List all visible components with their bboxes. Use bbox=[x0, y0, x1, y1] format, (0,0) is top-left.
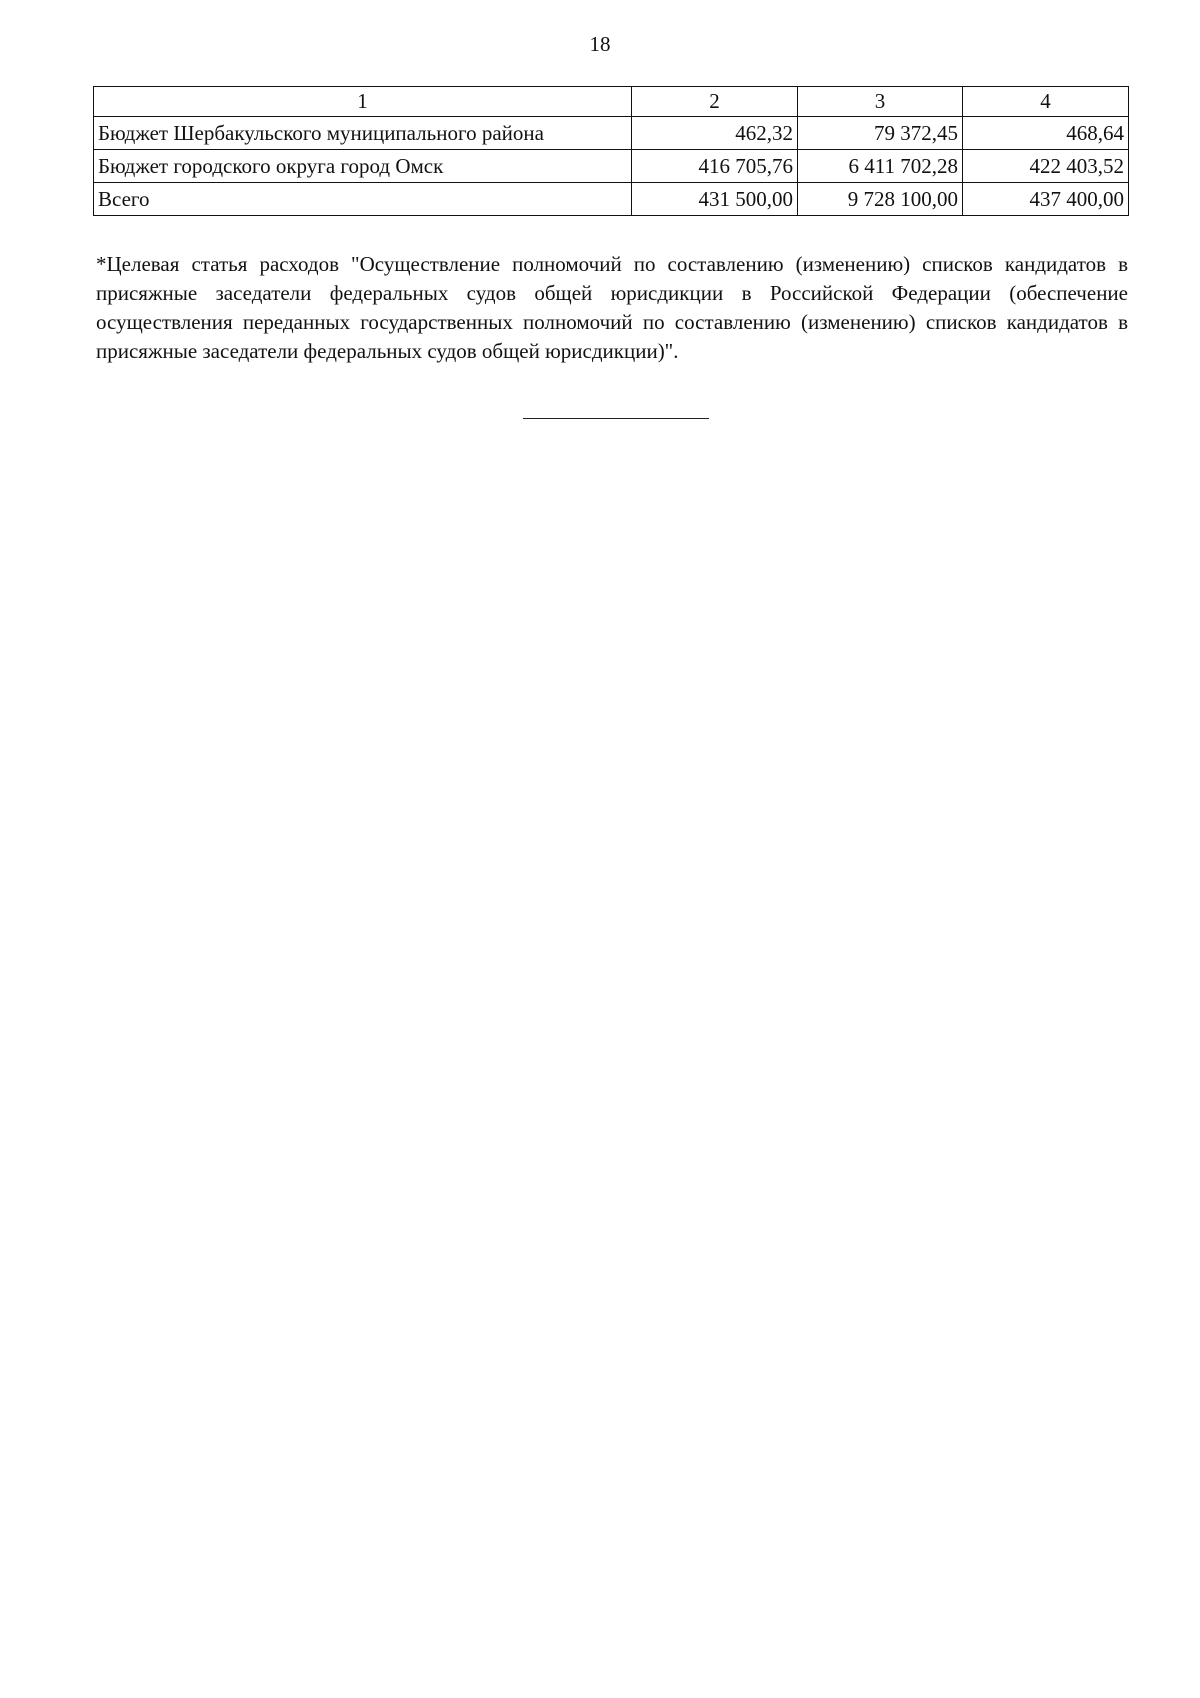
end-divider bbox=[523, 418, 709, 419]
row-value-col4: 437 400,00 bbox=[963, 183, 1129, 216]
column-header-1: 1 bbox=[94, 87, 632, 117]
row-value-col2: 431 500,00 bbox=[632, 183, 798, 216]
row-value-col4: 422 403,52 bbox=[963, 150, 1129, 183]
row-name-cell: Всего bbox=[94, 183, 632, 216]
budget-table bbox=[93, 86, 1129, 216]
table-header-row bbox=[94, 87, 1129, 117]
row-value-col2: 462,32 bbox=[632, 117, 798, 150]
row-value-col3: 9 728 100,00 bbox=[798, 183, 963, 216]
row-name-cell: Бюджет Шербакульского муниципального района bbox=[94, 117, 632, 150]
table-row bbox=[94, 117, 1129, 150]
page-number: 18 bbox=[589, 32, 611, 56]
table-row bbox=[94, 150, 1129, 183]
row-value-col4: 468,64 bbox=[963, 117, 1129, 150]
column-header-3: 3 bbox=[798, 87, 963, 117]
column-header-2: 2 bbox=[632, 87, 798, 117]
table-total-row bbox=[94, 183, 1129, 216]
column-header-4: 4 bbox=[963, 87, 1129, 117]
row-value-col3: 6 411 702,28 bbox=[798, 150, 963, 183]
footnote-text: *Целевая статья расходов "Осуществление полномочий по составлению (изменению) списков кандидатов в присяжные заседатели федеральных судов общей юрисдикции в Российской Федерации (обеспечение осуществления переданных государственных полномочий по составлению (изменению) списков кандидатов в присяжные заседатели федеральных судов общей юрисдикции)". bbox=[96, 252, 1128, 363]
row-value-col3: 79 372,45 bbox=[798, 117, 963, 150]
row-name-cell: Бюджет городского округа город Омск bbox=[94, 150, 632, 183]
row-value-col2: 416 705,76 bbox=[632, 150, 798, 183]
